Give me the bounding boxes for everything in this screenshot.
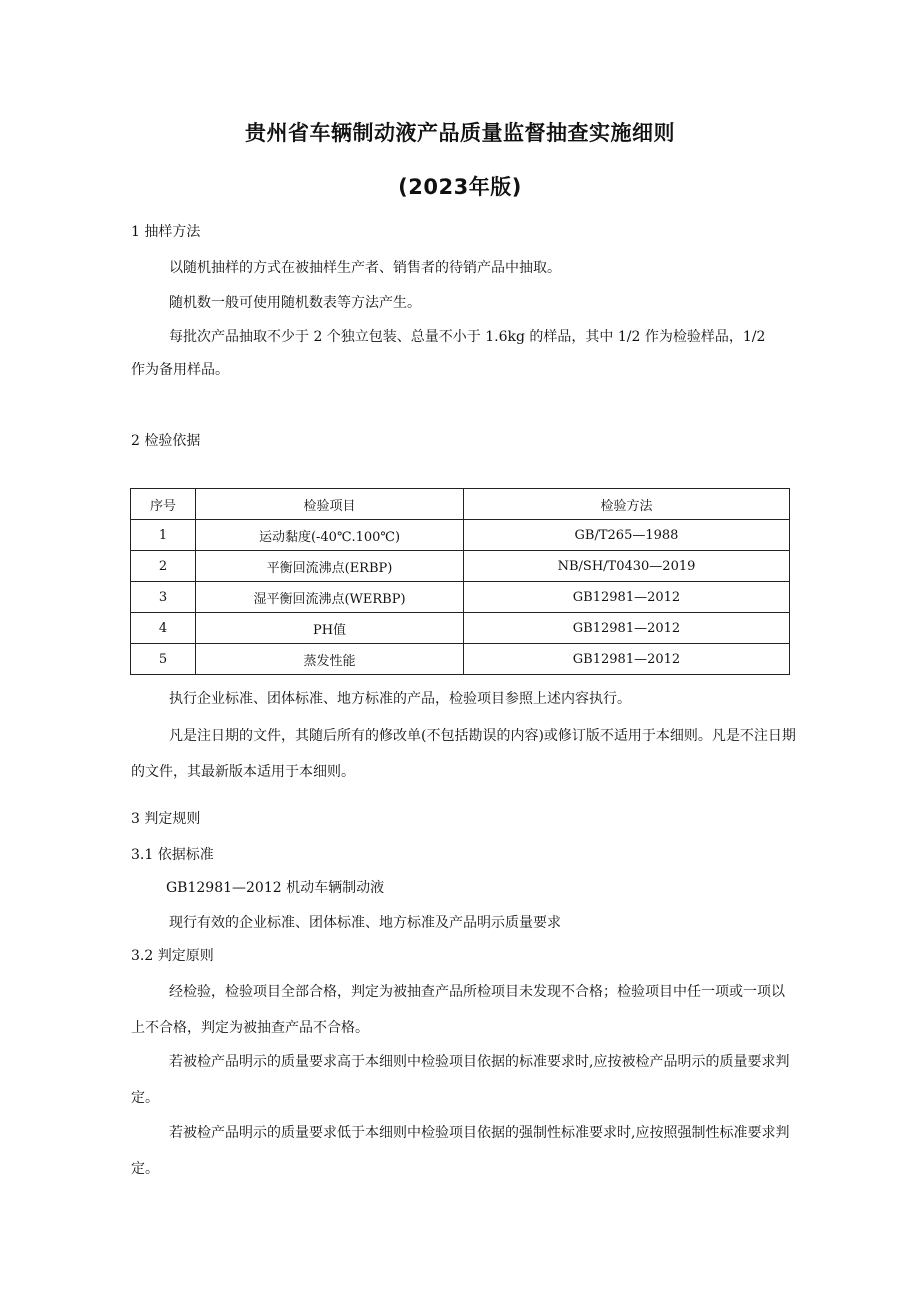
section-3-1-item-2: 现行有效的企业标准、团体标准、地方标准及产品明示质量要求	[169, 915, 561, 931]
section-2-note-1: 执行企业标准、团体标准、地方标准的产品，检验项目参照上述内容执行。	[169, 691, 631, 707]
section-3-2-heading: 3.2 判定原则	[131, 948, 214, 964]
section-3-2-paragraph-3: 若被检产品明示的质量要求低于本细则中检验项目依据的强制性标准要求时,应按照强制性标准要求判定。	[131, 1125, 790, 1177]
section-3-1-heading: 3.1 依据标准	[131, 847, 214, 863]
section-1-heading: 1 抽样方法	[131, 224, 201, 240]
table-row	[131, 520, 790, 551]
table-row	[131, 613, 790, 644]
table-row	[131, 551, 790, 582]
section-1-paragraph-1: 以随机抽样的方式在被抽样生产者、销售者的待销产品中抽取。	[169, 260, 561, 276]
header-item: 检验项目	[196, 489, 464, 520]
section-1-paragraph-3-line-1: 每批次产品抽取不少于 2 个独立包装、总量不小于 1.6kg 的样品，其中 1/2 作为检验样品，1/2	[169, 329, 766, 345]
cell-method: NB/SH/T0430—2019	[464, 551, 790, 582]
document-subtitle: (2023年版)	[398, 175, 522, 199]
table-row	[131, 644, 790, 675]
cell-method: GB12981—2012	[464, 644, 790, 675]
cell-method: GB/T265—1988	[464, 520, 790, 551]
section-3-1-item-1: GB12981—2012 机动车辆制动液	[166, 880, 385, 896]
cell-no: 3	[131, 582, 196, 613]
cell-no: 5	[131, 644, 196, 675]
table-row	[131, 582, 790, 613]
section-2-note-2: 凡是注日期的文件，其随后所有的修改单(不包括勘误的内容)或修订版不适用于本细则。凡是不注日期的文件，其最新版本适用于本细则。	[131, 728, 796, 780]
cell-item: PH值	[196, 613, 464, 644]
section-1-paragraph-2: 随机数一般可使用随机数表等方法产生。	[169, 295, 421, 311]
cell-no: 2	[131, 551, 196, 582]
section-1-paragraph-3-line-2: 作为备用样品。	[131, 362, 229, 378]
section-3-2-paragraph-1: 经检验，检验项目全部合格，判定为被抽查产品所检项目未发现不合格；检验项目中任一项或一项以上不合格，判定为被抽查产品不合格。	[131, 984, 785, 1036]
document-title: 贵州省车辆制动液产品质量监督抽查实施细则	[245, 121, 675, 145]
section-3-2-paragraph-2: 若被检产品明示的质量要求高于本细则中检验项目依据的标准要求时,应按被检产品明示的质量要求判定。	[131, 1054, 790, 1106]
cell-item: 运动黏度(-40℃.100℃)	[196, 520, 464, 551]
header-no: 序号	[131, 489, 196, 520]
cell-no: 1	[131, 520, 196, 551]
cell-no: 4	[131, 613, 196, 644]
cell-method: GB12981—2012	[464, 582, 790, 613]
table-header-row	[131, 489, 790, 520]
cell-item: 蒸发性能	[196, 644, 464, 675]
section-3-heading: 3 判定规则	[131, 811, 201, 827]
inspection-table	[130, 488, 790, 675]
section-2-heading: 2 检验依据	[131, 433, 201, 449]
cell-item: 湿平衡回流沸点(WERBP)	[196, 582, 464, 613]
cell-method: GB12981—2012	[464, 613, 790, 644]
header-method: 检验方法	[464, 489, 790, 520]
cell-item: 平衡回流沸点(ERBP)	[196, 551, 464, 582]
